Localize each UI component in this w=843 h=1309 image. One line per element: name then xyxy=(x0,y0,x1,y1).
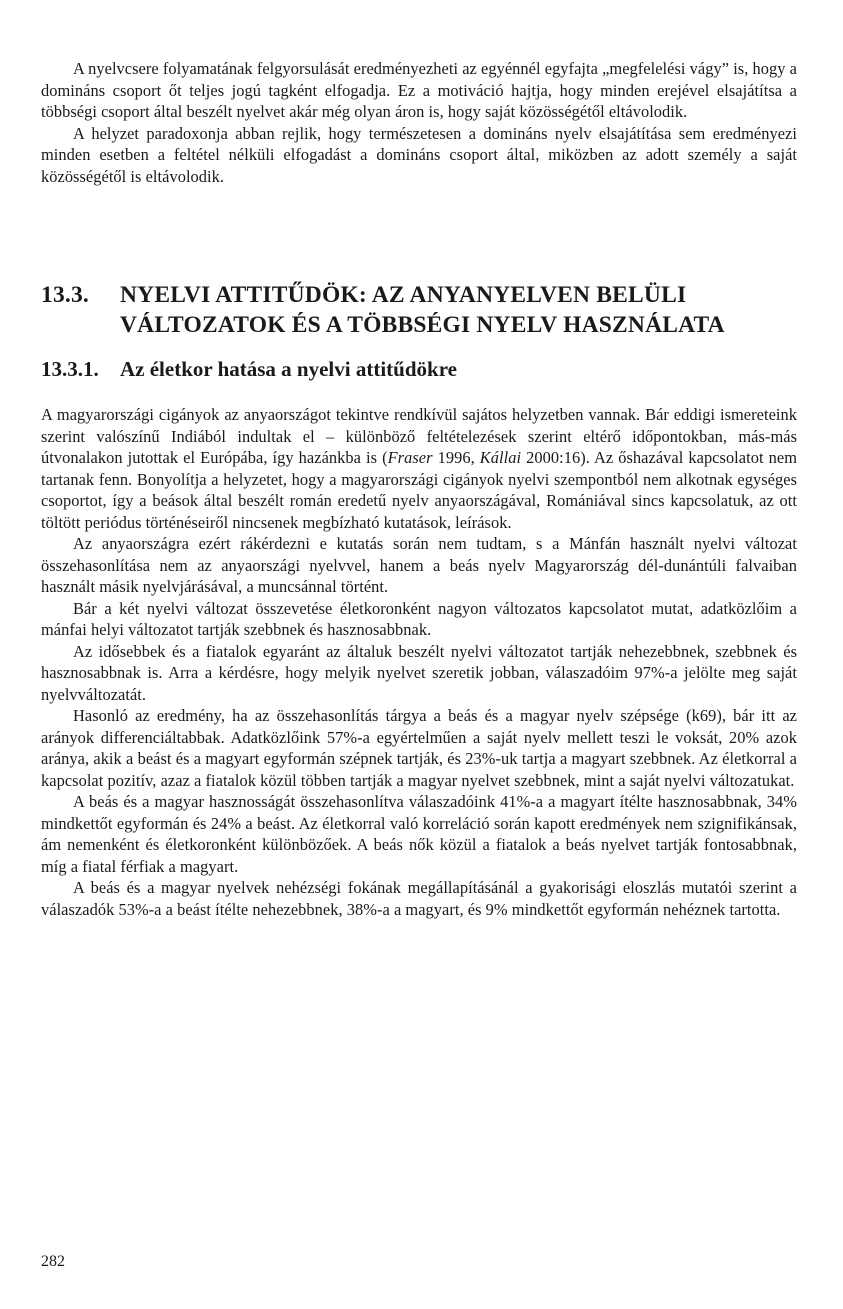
citation-kallai: Kállai xyxy=(479,448,522,467)
section-title xyxy=(120,280,800,340)
section-number: 13.3. xyxy=(41,282,89,308)
body-paragraph-1-part-c: 2000:16). Az őshazával kapcsolatot nem tartanak fenn. Bonyolítja a helyzetet, hogy a magyarországi cigányok nyelvi szempontból nem alkotnak egységes csoportot, így a beások által beszélt román eredetű nyelv anyaországával, Romániával sincs kapcsolatuk, az ott töltött periódus történéseiről nincsenek megbízható kutatások, leírások. xyxy=(41,448,797,532)
body-paragraph-4: Az idősebbek és a fiatalok egyaránt az általuk beszélt nyelvi változatot tartják nehezebbnek, szebbnek és hasznosabbnak is. Arra a kérdésre, hogy melyik nyelvet szeretik jobban, válaszadóim 97%-a jelölte meg saját nyelvváltozatát. xyxy=(41,641,797,704)
body-text xyxy=(41,404,797,920)
body-paragraph-1 xyxy=(41,404,797,533)
subsection-number: 13.3.1. xyxy=(41,357,99,381)
body-paragraph-3: Bár a két nyelvi változat összevetése életkoronként nagyon változatos kapcsolatot mutat, adatközlőim a mánfai helyi változatot tartják szebbnek és hasznosabbnak. xyxy=(41,598,797,639)
intro-text xyxy=(41,58,797,187)
body-paragraph-2: Az anyaországra ezért rákérdezni e kutatás során nem tudtam, s a Mánfán használt nyelvi változat összehasonlítása nem az anyaországi nyelvvel, hanem a beás nyelv Magyarország dél-dunántúli falvaiban használt másik nyelvjárásával, a muncsánnal történt. xyxy=(41,534,797,596)
body-paragraph-1-part-a: A magyarországi cigányok az anyaországot tekintve rendkívül sajátos helyzetben vannak. Bár eddigi ismereteink szerint valószínű Indiából indultak el – különböző feltételezések szerint eltérő időpontokban, más-más útvonalakon jutottak el Európába, így hazánkba is ( xyxy=(41,405,797,467)
intro-paragraph-1: A nyelvcsere folyamatának felgyorsulását eredményezheti az egyénnél egyfajta „megfelelési vágy” is, hogy a domináns csoport őt teljes jogú tagként elfogadja. Ez a motiváció hajtja, hogy minden erejével elsajátítsa a többségi csoport által beszélt nyelvet akár még olyan áron is, hogy saját közösségétől eltávolodik. xyxy=(41,59,797,121)
citation-fraser: Fraser xyxy=(387,448,433,467)
body-paragraph-1-part-b: 1996, xyxy=(432,448,480,467)
section-title-line-2: VÁLTOZATOK ÉS A TÖBBSÉGI NYELV HASZNÁLATA xyxy=(120,312,725,338)
page-number: 282 xyxy=(41,1253,65,1270)
intro-paragraph-2: A helyzet paradoxonja abban rejlik, hogy természetesen a domináns nyelv elsajátítása sem eredményezi minden esetben a feltétel nélküli elfogadást a domináns csoport által, miközben az adott személy a saját közösségétől is eltávolodik. xyxy=(41,123,797,186)
subsection-title: Az életkor hatása a nyelvi attitűdökre xyxy=(120,357,457,381)
section-title-line-1: NYELVI ATTITŰDÖK: AZ ANYANYELVEN BELÜLI xyxy=(120,282,687,308)
body-paragraph-6: A beás és a magyar hasznosságát összehasonlítva válaszadóink 41%-a a magyart ítélte hasznosabbnak, 34% mindkettőt egyformán és 24% a beást. Az életkorral való korreláció során kapott eredmények nem szignifikánsak, ám nemenként és életkoronként különbözőek. A beás nők közül a fiatalok a beás nyelvet tartják fontosabbnak, míg a fiatal férfiak a magyart. xyxy=(41,792,797,876)
body-paragraph-5: Hasonló az eredmény, ha az összehasonlítás tárgya a beás és a magyar nyelv szépsége (k69), bár itt az arányok differenciáltabbak. Adatközlőink 57%-a egyértelműen a saját nyelv mellett teszi le voksát, 20% azok aránya, akik a beást és a magyart egyformán szépnek tartják, és 23%-uk tartja a magyart szebbnek. Az életkorral a kapcsolat pozitív, azaz a fiatalok közül többen tartják a magyar nyelvet szebbnek, mint a saját nyelvi változatukat. xyxy=(41,706,797,790)
body-paragraph-7: A beás és a magyar nyelvek nehézségi fokának megállapításánál a gyakorisági eloszlás mutatói szerint a válaszadók 53%-a a beást ítélte nehezebbnek, 38%-a a magyart, és 9% mindkettőt egyformán nehéznek tartotta. xyxy=(41,878,797,919)
